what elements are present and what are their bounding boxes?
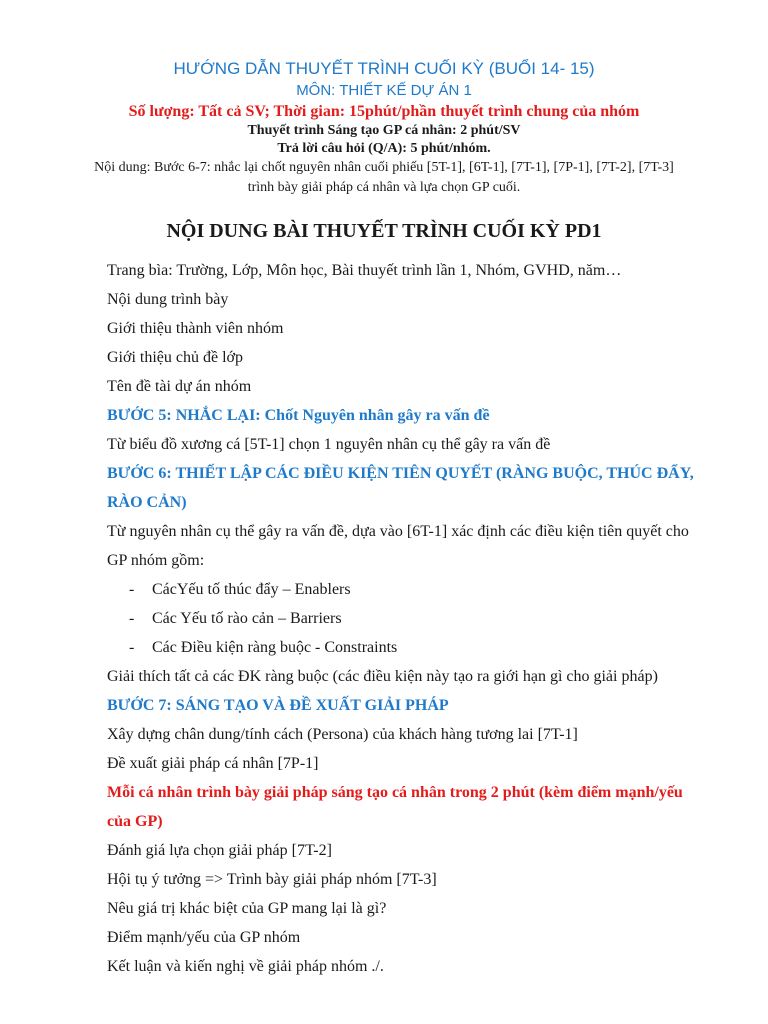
content-note: Nội dung: Bước 6-7: nhắc lại chốt nguyên nhân cuối phiếu [5T-1], [6T-1], [7T-1], [7P-1], [7T-2], [7T-3] trình bày giải pháp cá nhân và lựa chọn GP cuối. (94, 160, 674, 195)
project-name-line: Tên đề tài dự án nhóm (107, 378, 252, 395)
header (0, 0, 768, 198)
individual-presentation-note: Mỗi cá nhân trình bày giải pháp sáng tạo cá nhân trong 2 phút (kèm điểm mạnh/yếu của GP) (107, 784, 683, 830)
step5-text: Từ biểu đồ xương cá [5T-1] chọn 1 nguyên nhân cụ thể gây ra vấn đề (107, 436, 551, 453)
conclusion-line: Kết luận và kiến nghị về giải pháp nhóm ./. (107, 958, 384, 975)
bullet-enablers (107, 575, 698, 604)
bullet-text: Các Điều kiện ràng buộc - Constraints (152, 639, 398, 656)
content-list (0, 256, 768, 981)
bullet-constraints (107, 633, 698, 662)
main-title: NỘI DUNG BÀI THUYẾT TRÌNH CUỐI KỲ PD1 (166, 220, 602, 242)
members-line: Giới thiệu thành viên nhóm (107, 320, 284, 337)
value-line: Nêu giá trị khác biệt của GP mang lại là gì? (107, 900, 387, 917)
evaluate-line: Đánh giá lựa chọn giải pháp [7T-2] (107, 842, 332, 859)
step5-heading: BƯỚC 5: NHẮC LẠI: Chốt Nguyên nhân gây ra vấn đề (107, 407, 490, 424)
subject-line: MÔN: THIẾT KẾ DỰ ÁN 1 (296, 82, 472, 99)
constraints-explain-line: Giải thích tất cả các ĐK ràng buộc (các điều kiện này tạo ra giới hạn gì cho giải pháp) (107, 668, 658, 685)
qa-line: Trả lời câu hỏi (Q/A): 5 phút/nhóm. (277, 141, 491, 156)
bullet-barriers (107, 604, 698, 633)
bullet-text: Các Yếu tố rào cản – Barriers (152, 610, 342, 627)
individual-solution-line: Đề xuất giải pháp cá nhân [7P-1] (107, 755, 319, 772)
converge-line: Hội tụ ý tưởng => Trình bày giải pháp nhóm [7T-3] (107, 871, 437, 888)
bullet-mark: - (129, 610, 135, 627)
step6-heading: BƯỚC 6: THIẾT LẬP CÁC ĐIỀU KIỆN TIÊN QUYẾT (RÀNG BUỘC, THÚC ĐẨY, RÀO CẢN) (107, 465, 694, 511)
cover-line: Trang bìa: Trường, Lớp, Môn học, Bài thuyết trình lần 1, Nhóm, GVHD, năm… (107, 262, 622, 279)
doc-title: HƯỚNG DẪN THUYẾT TRÌNH CUỐI KỲ (BUỔI 14- 15) (173, 59, 595, 78)
individual-line: Thuyết trình Sáng tạo GP cá nhân: 2 phút/SV (247, 123, 521, 138)
bullet-mark: - (129, 581, 135, 598)
step6-text: Từ nguyên nhân cụ thể gây ra vấn đề, dựa vào [6T-1] xác định các điều kiện tiên quyết cho GP nhóm gồm: (107, 523, 689, 569)
strength-weakness-line: Điểm mạnh/yếu của GP nhóm (107, 929, 301, 946)
quantity-line: Số lượng: Tất cả SV; Thời gian: 15phút/phần thuyết trình chung của nhóm (128, 103, 640, 120)
toc-line: Nội dung trình bày (107, 291, 229, 308)
topic-line: Giới thiệu chủ đề lớp (107, 349, 244, 366)
step7-heading: BƯỚC 7: SÁNG TẠO VÀ ĐỀ XUẤT GIẢI PHÁP (107, 697, 449, 714)
bullet-text: CácYếu tố thúc đẩy – Enablers (152, 581, 351, 598)
bullet-mark: - (129, 639, 135, 656)
persona-line: Xây dựng chân dung/tính cách (Persona) của khách hàng tương lai [7T-1] (107, 726, 578, 743)
